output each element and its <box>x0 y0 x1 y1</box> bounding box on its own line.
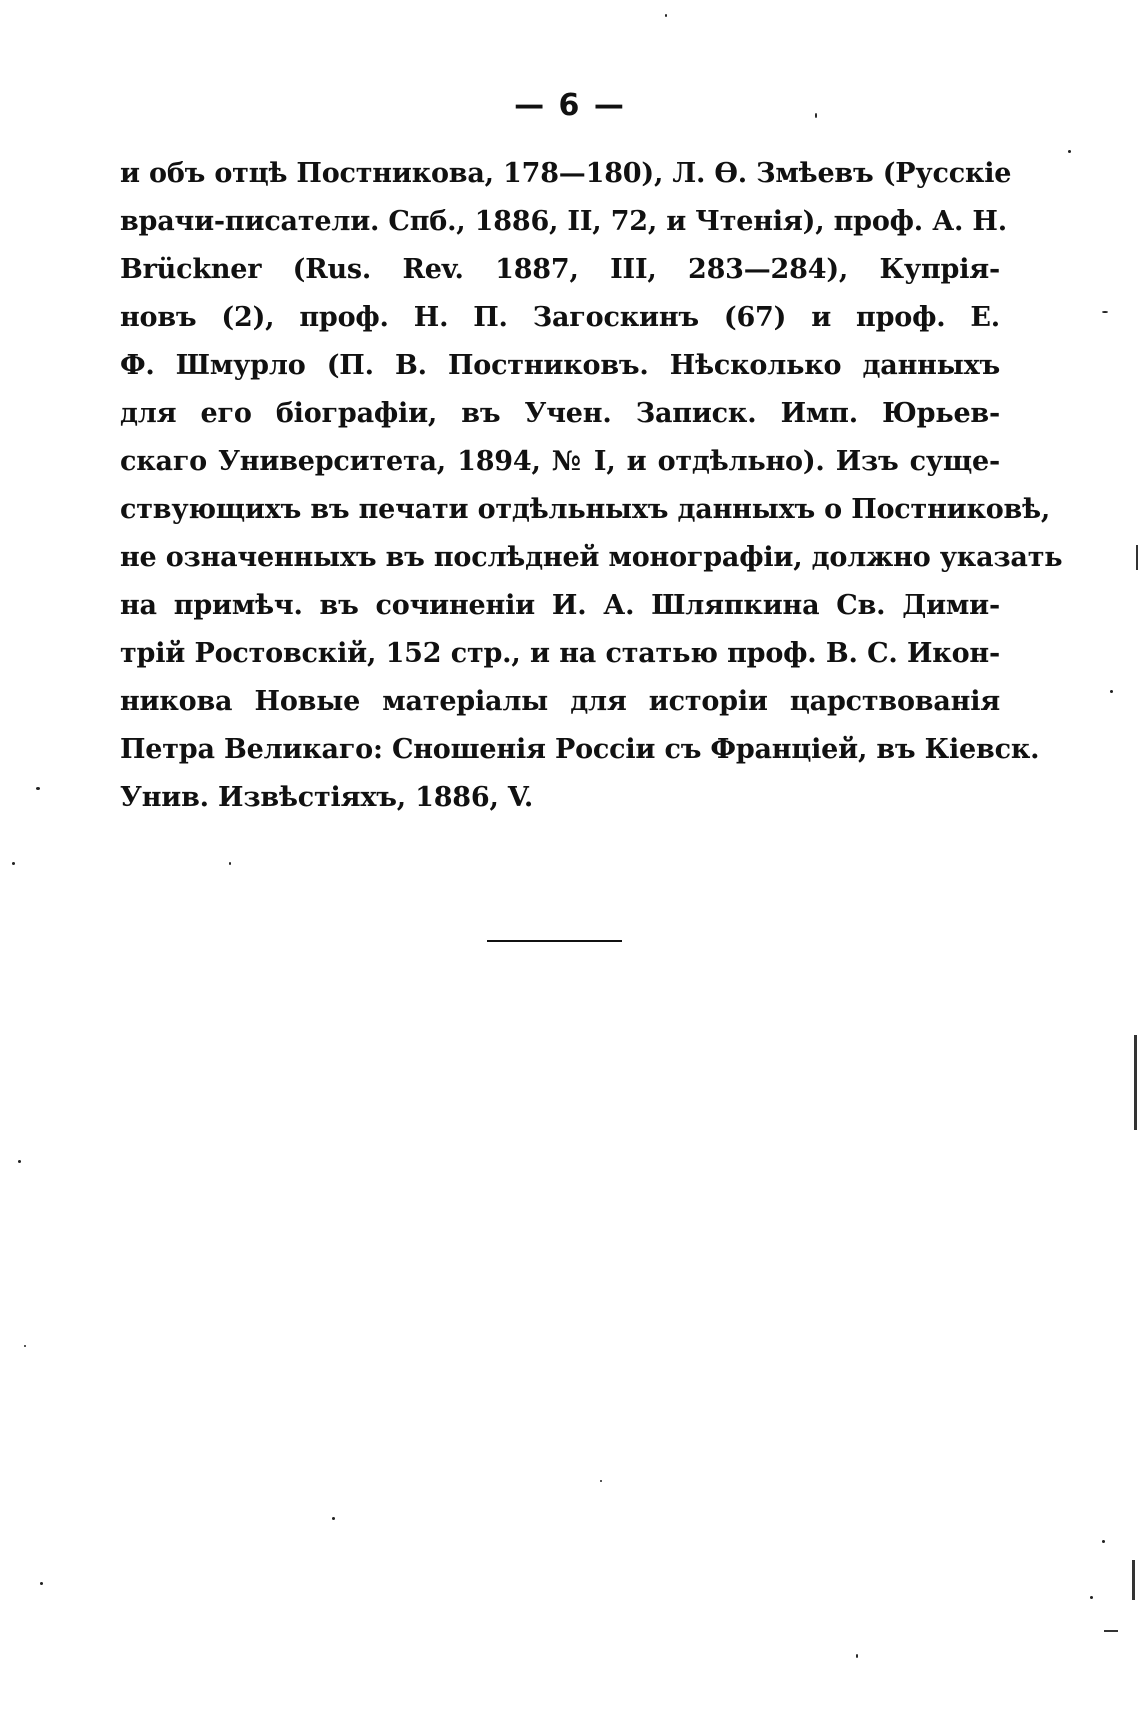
text-line: не означенныхъ въ послѣдней монографіи, должно указать <box>120 542 1063 573</box>
text-line: на примѣч. въ сочиненіи И. А. Шляпкина Св. Дими- <box>120 590 1000 621</box>
scan-speck <box>18 1160 21 1163</box>
scan-speck <box>1102 1540 1105 1543</box>
text-line: трій Ростовскій, 152 стр., и на статью проф. В. С. Икон- <box>120 638 1000 669</box>
scan-speck <box>1090 1596 1093 1599</box>
scan-speck <box>815 113 817 118</box>
text-line: никова Новые матеріалы для исторіи царствованія <box>120 686 1000 717</box>
scan-speck <box>1102 311 1108 313</box>
text-line: для его біографіи, въ Учен. Записк. Имп. Юрьев- <box>120 398 1000 429</box>
scan-edge-mark <box>1132 1560 1135 1600</box>
text-line: скаго Университета, 1894, № I, и отдѣльно). Изъ суще- <box>120 446 1000 477</box>
text-line: и объ отцѣ Постникова, 178—180), Л. Ѳ. Змѣевъ (Русскіе <box>120 158 1012 189</box>
text-line: врачи-писатели. Спб., 1886, II, 72, и Чтенія), проф. А. Н. <box>120 206 1007 237</box>
scan-edge-mark <box>1136 545 1138 570</box>
scan-speck <box>856 1654 858 1658</box>
scan-speck <box>1068 150 1071 153</box>
scan-speck <box>24 1345 26 1347</box>
section-divider <box>487 940 622 942</box>
scan-edge-mark <box>1134 1035 1137 1130</box>
text-line: Brückner (Rus. Rev. 1887, III, 283—284), Купрія- <box>120 254 1000 285</box>
body-text <box>120 150 1063 822</box>
scan-speck <box>1110 690 1113 693</box>
text-line: Ф. Шмурло (П. В. Постниковъ. Нѣсколько данныхъ <box>120 350 1000 381</box>
text-line: Петра Великаго: Сношенія Россіи съ Франціей, въ Кіевск. <box>120 734 1040 765</box>
scan-speck <box>665 14 667 17</box>
text-line: новъ (2), проф. Н. П. Загоскинъ (67) и проф. Е. <box>120 302 1000 333</box>
scan-speck <box>12 862 15 865</box>
scan-edge-mark <box>1104 1630 1118 1632</box>
scan-speck <box>600 1480 602 1482</box>
page-number: — 6 — <box>514 88 626 123</box>
scan-speck <box>229 862 231 865</box>
scan-speck <box>36 787 40 790</box>
text-line: ствующихъ въ печати отдѣльныхъ данныхъ о Постниковѣ, <box>120 494 1051 525</box>
text-line: Унив. Извѣстіяхъ, 1886, V. <box>120 782 534 813</box>
scan-speck <box>332 1517 335 1520</box>
scan-speck <box>40 1582 43 1585</box>
